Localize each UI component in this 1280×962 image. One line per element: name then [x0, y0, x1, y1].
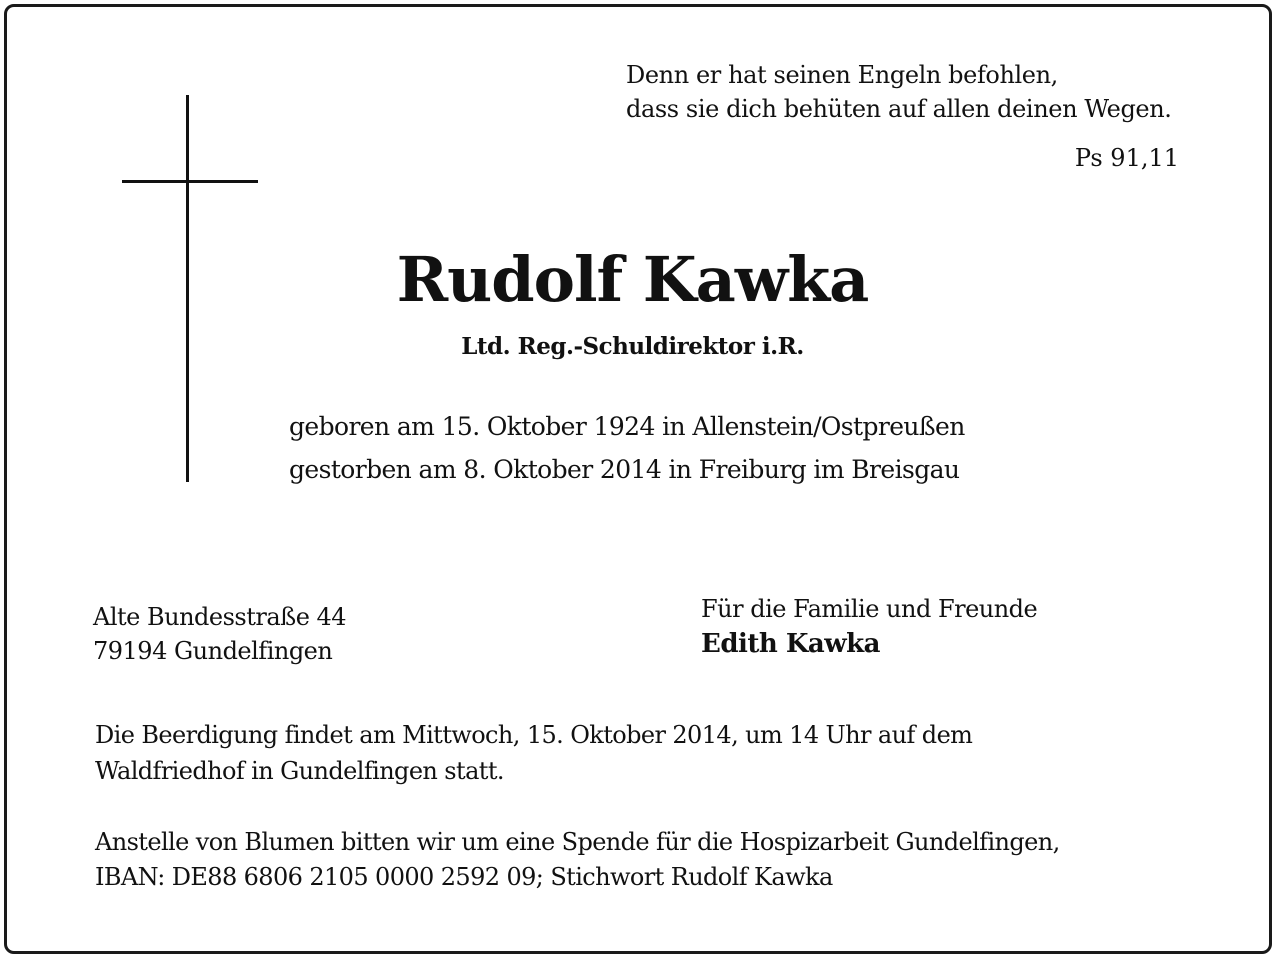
- donation-info: [95, 825, 1060, 895]
- donation-line-2: IBAN: DE88 6806 2105 0000 2592 09; Stichwort Rudolf Kawka: [95, 863, 833, 891]
- mourner-address: [93, 600, 346, 668]
- family-name: Edith Kawka: [701, 629, 881, 659]
- family-signature: [701, 592, 1037, 662]
- verse-line-2: dass sie dich behüten auf allen deinen Wegen.: [626, 95, 1172, 123]
- donation-line-1: Anstelle von Blumen bitten wir um eine Spende für die Hospizarbeit Gundelfingen,: [95, 828, 1060, 856]
- family-label: Für die Familie und Freunde: [701, 595, 1038, 623]
- cross-horizontal-bar: [122, 180, 258, 183]
- verse-line-1: Denn er hat seinen Engeln befohlen,: [626, 61, 1058, 89]
- deceased-name: Rudolf Kawka: [396, 243, 869, 316]
- funeral-line-1: Die Beerdigung findet am Mittwoch, 15. Oktober 2014, um 14 Uhr auf dem: [95, 721, 973, 749]
- address-city: 79194 Gundelfingen: [93, 637, 333, 665]
- address-street: Alte Bundesstraße 44: [93, 603, 347, 631]
- funeral-line-2: Waldfriedhof in Gundelfingen statt.: [95, 757, 504, 785]
- birth-date: geboren am 15. Oktober 1924 in Allenstein/Ostpreußen: [289, 412, 965, 441]
- life-dates: [289, 405, 965, 491]
- death-date: gestorben am 8. Oktober 2014 in Freiburg im Breisgau: [289, 455, 960, 484]
- deceased-title: Ltd. Reg.-Schuldirektor i.R.: [461, 333, 804, 360]
- funeral-info: [95, 717, 972, 789]
- verse-reference: Ps 91,11: [1074, 144, 1179, 172]
- bible-verse: [626, 58, 1172, 126]
